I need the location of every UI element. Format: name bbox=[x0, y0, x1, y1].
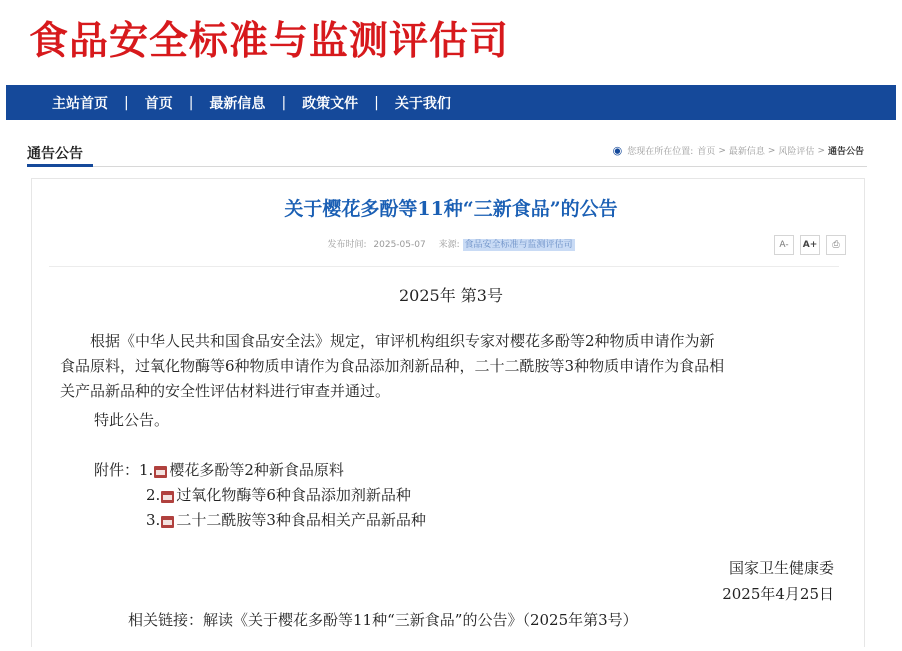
attachment-link[interactable]: 二十二酰胺等3种食品相关产品新品种 bbox=[176, 511, 426, 529]
attachment-row bbox=[94, 458, 426, 483]
nav-item-policy[interactable]: 政策文件 bbox=[302, 95, 359, 112]
body-line: 根据《中华人民共和国食品安全法》规定，审评机构组织专家对樱花多酚等2种物质申请作为新 bbox=[60, 332, 715, 350]
attachment-link[interactable]: 樱花多酚等2种新食品原料 bbox=[169, 461, 344, 479]
main-nav bbox=[6, 85, 896, 120]
body-line: 关产品新品种的安全性评估材料进行审查并通过。 bbox=[60, 382, 391, 400]
source-name: 食品安全标准与监测评估司 bbox=[464, 240, 573, 250]
source-label: 来源: bbox=[438, 240, 460, 250]
nav-separator: | bbox=[374, 94, 379, 111]
document-number: 2025年 第3号 bbox=[399, 286, 503, 305]
closing-notice: 特此公告。 bbox=[94, 411, 170, 429]
body-line: 食品原料，过氧化物酶等6种物质申请作为食品添加剂新品种，二十二酰胺等3种物质申请作为食品相 bbox=[60, 357, 725, 375]
nav-separator: | bbox=[188, 94, 194, 111]
nav-separator: | bbox=[124, 94, 129, 111]
article-body bbox=[60, 329, 840, 404]
font-increase-button[interactable]: A+ bbox=[800, 235, 820, 255]
signature-date: 2025年4月25日 bbox=[722, 585, 834, 603]
pdf-file-icon bbox=[161, 516, 174, 528]
article-meta bbox=[0, 237, 902, 250]
attachment-row bbox=[94, 508, 426, 533]
related-link[interactable]: 解读《关于樱花多酚等11种“三新食品”的公告》（2025年第3号） bbox=[203, 611, 638, 629]
attachment-number: 2. bbox=[146, 486, 161, 504]
pdf-file-icon bbox=[161, 491, 174, 503]
section-underline bbox=[27, 164, 93, 167]
section-divider bbox=[27, 166, 867, 167]
nav-separator: | bbox=[281, 94, 287, 111]
breadcrumb-item[interactable]: 风险评估 bbox=[778, 147, 815, 157]
attachments bbox=[94, 458, 426, 533]
attachment-number: 3. bbox=[146, 511, 161, 529]
nav-item-main-site[interactable]: 主站首页 bbox=[52, 95, 108, 112]
breadcrumb-separator: > bbox=[767, 145, 776, 156]
nav-item-about[interactable]: 关于我们 bbox=[394, 95, 451, 112]
article-title: 关于樱花多酚等11种“三新食品”的公告 bbox=[284, 198, 618, 220]
attachment-number: 1. bbox=[139, 461, 154, 479]
nav-item-home[interactable]: 首页 bbox=[144, 95, 173, 112]
attachment-link[interactable]: 过氧化物酶等6种食品添加剂新品种 bbox=[176, 486, 411, 504]
font-decrease-button[interactable]: A- bbox=[774, 235, 794, 255]
related-links bbox=[128, 609, 638, 630]
breadcrumb-item[interactable]: 首页 bbox=[697, 147, 716, 157]
breadcrumb-separator: > bbox=[718, 145, 726, 156]
breadcrumb-item[interactable]: 最新信息 bbox=[728, 147, 765, 157]
section-title: 通告公告 bbox=[27, 146, 83, 162]
date-label: 发布时间: bbox=[327, 240, 367, 250]
attachment-row bbox=[94, 483, 426, 508]
nav-item-latest[interactable]: 最新信息 bbox=[209, 95, 266, 112]
meta-divider bbox=[49, 266, 839, 267]
site-title: 食品安全标准与监测评估司 bbox=[29, 19, 510, 64]
publish-date: 2025-05-07 bbox=[373, 240, 426, 250]
related-label: 相关链接： bbox=[128, 611, 204, 629]
article-tools bbox=[774, 235, 846, 255]
location-pin-icon: ◉ bbox=[612, 144, 623, 157]
breadcrumb-separator: > bbox=[817, 145, 825, 156]
print-icon[interactable]: ⎙ bbox=[826, 235, 846, 255]
breadcrumb-current: 通告公告 bbox=[827, 147, 864, 157]
attachments-label: 附件： bbox=[94, 461, 140, 479]
breadcrumb bbox=[613, 144, 864, 157]
signature-organization: 国家卫生健康委 bbox=[728, 559, 834, 577]
pdf-file-icon bbox=[154, 466, 167, 478]
breadcrumb-prefix: 您现在所在位置: bbox=[627, 147, 694, 157]
